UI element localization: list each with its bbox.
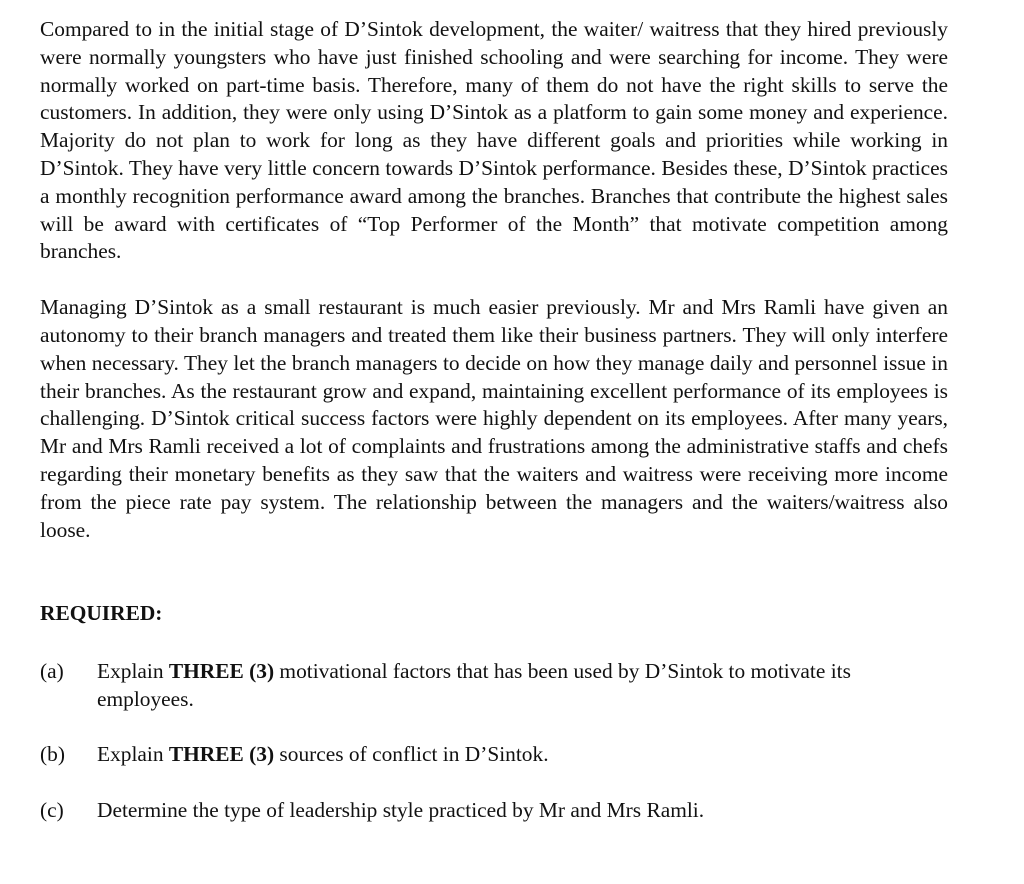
question-text (97, 741, 948, 769)
question-text-after: sources of conflict in D’Sintok. (274, 742, 549, 766)
question-text-bold: THREE (3) (168, 742, 275, 766)
question-label: (b) (40, 742, 65, 766)
case-text (40, 16, 948, 544)
question-text-before: Determine the type of leadership style practiced by Mr and Mrs Ramli. (97, 798, 705, 822)
question-text (97, 797, 948, 825)
question-c (40, 797, 948, 825)
paragraph-1: Compared to in the initial stage of D’Sintok development, the waiter/ waitress that they hired previously were normally youngsters who have just finished schooling and were searching for income. They were normally worked on part-time basis. Therefore, many of them do not have the right skills to serve the customers. In addition, they were only using D’Sintok as a platform to gain some money and experience. Majority do not plan to work for long as they have different goals and priorities while working in D’Sintok. They have very little concern towards D’Sintok performance. Besides these, D’Sintok practices a monthly recognition performance award among the branches. Branches that contribute the highest sales will be award with certificates of “Top Performer of the Month” that motivate competition among branches. (40, 17, 948, 264)
question-b (40, 741, 948, 769)
question-label: (a) (40, 659, 64, 683)
required-heading: REQUIRED: (40, 601, 163, 625)
question-text (97, 658, 948, 714)
paragraph-2: Managing D’Sintok as a small restaurant is much easier previously. Mr and Mrs Ramli have given an autonomy to their branch managers and treated them like their business partners. They will only interfere when necessary. They let the branch managers to decide on how they manage daily and personnel issue in their branches. As the restaurant grow and expand, maintaining excellent performance of its employees is challenging. D’Sintok critical success factors were highly dependent on its employees. After many years, Mr and Mrs Ramli received a lot of complaints and frustrations among the administrative staffs and chefs regarding their monetary benefits as they saw that the waiters and waitress were receiving more income from the piece rate pay system. The relationship between the managers and the waiters/waitress also loose. (40, 295, 948, 542)
question-text-before: Explain (97, 742, 169, 766)
question-label: (c) (40, 798, 64, 822)
question-text-bold: THREE (3) (168, 659, 275, 683)
question-a (40, 658, 948, 714)
question-text-before: Explain (97, 659, 169, 683)
question-text-after: motivational factors that has been used by D’Sintok to motivate its employees. (97, 659, 851, 711)
